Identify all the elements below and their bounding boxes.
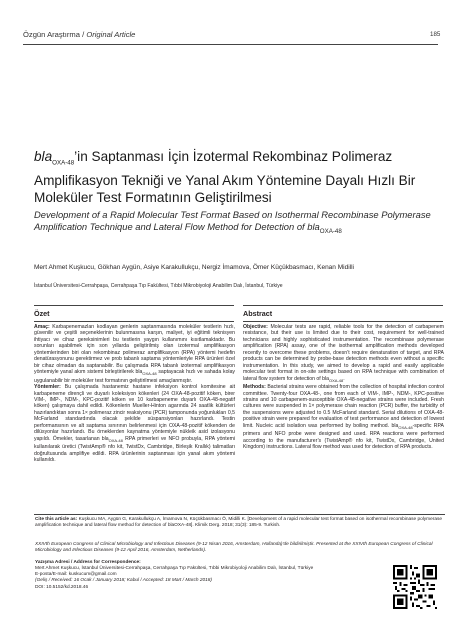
correspondence-label: Yazışma Adresi / Address for Correspondence: <box>35 560 141 565</box>
header-rule <box>23 44 438 45</box>
doi: DOI: 10.5152/kd.2018.46 <box>35 584 89 590</box>
ozet-paragraph-amac: Amaç: Karbapenemazları kodlayan genlerin saptanmasında moleküler testlerin hızlı, güvenilir ve çeşitli seçeneklerinin bulunmasına karşın, maliyet, iyi eğitimli teknisyen ihtiyacı ve cihaz gereksinimleri bu testlerin yaygın kullanımını kısıtlamaktadır. Bu sorunları aşabilmek için son yıllarda geliştirilmiş olan izotermal amplifikasyon yöntemlerinden biri olan rekombinaz polimeraz amplifikasyon (RPA) yöntemi hedefin denatürasyonunu gerektirmez ve prob tabanlı saptama yöntemleriyle RPA ürünleri özel bir cihaz olmadan da saptanabilir. Bu çalışmada RPA tabanlı izotermal amplifikasyon yöntemiyle yanal akım sistemi birleştirilerek bla$_{OXA-48}$ saptayacak hızlı ve sahada kolay uygulanabilir bir moleküler test formatının geliştirilmesi amaçlanmıştır. <box>34 324 235 384</box>
footer-rule <box>34 514 445 515</box>
abstract-body <box>243 324 444 451</box>
abstract-paragraph-objective: Objective: Molecular tests are rapid, reliable tools for the detection of carbapenem resistance, but their use is limited due to their cost, requirement for well-trained technicians and highly sophisticated instrumentation. The recombinase polymerase amplification (RPA) assay, one of the isothermal amplification methods developed recently to overcome these problems, doesn’t require denaturation of target, and RPA products can be determined by probe-base detection methods even without a specific instrumentation. In this study, we aimed to develop a rapid and easily applicable molecular test format in on-site settings based on RPA technique with combination of lateral flow system for detection of bla$_{OXA-48}$. <box>243 324 444 383</box>
ozet-paragraph-yontemler: Yöntemler: Bu çalışmada hastanemiz hastane infeksiyon kontrol komitesine ait karbapeneme dirençli ve duyarlı koleksiyon kökenleri (24 OXA-48-pozitif köken, birer VIM-, IMP-, NDM-, KPC-pozitif köken ve 10 karbapeneme duyarlı OXA-48-negatif köken) çalışmaya dahil edildi. Kökenlerin Mueller-Hinton agarında 24 saatlik kültürleri hazırlandıktan sonra 1× polimeraz zincir reaksiyonu (PCR) tamponunda yoğunlukları 0,5 McFarland standardında olacak şekilde süspansiyonları hazırlandı. Testin performansının ve alt saptama sınırının belirlenmesi için OXA-48-pozitif kökenden de dilüsyonlar hazırlandı. Bu örneklerden kaynatma yöntemiyle nükleik asid izolasyonu yapıldı. Ömekler, tasarlanan bla$_{OXA-48}$ RPA primerleri ve NFO probuyla, RPA yöntemi kullanılarak üretici (TwistAmp® nfo kit, TwistDx, Cambridge, Birleşik Krallık) talimatları doğrultusunda amplifiye edildi. RPA ürünlerinin saptanması için yanal akım yöntemi kullanıldı. <box>34 384 235 464</box>
page-number: 185 <box>430 31 441 38</box>
affiliation: İstanbul Üniversitesi-Cerrahpaşa, Cerrahpaşa Tıp Fakültesi, Tıbbi Mikrobiyoloji Anabilim Dalı, İstanbul, Türkiye <box>34 283 283 289</box>
congress-note: XXIVth European Congress of Clinical Microbiology and Infectious Diseases (9-12 Nisan 2016, Amsterdam, Hollanda)’de bildirilmiştir. Presented at the XXIVth European Congress of Clinical Microbiology and Infectious Diseases (9-12 April 2016, Amsterdam, Netherlands). <box>35 542 433 554</box>
citation: Cite this article as: Kuşkucu MA, Aygün G, Karakullukçu A, İmamova N, Küçükbasmacı Ö, Midilli K. [Development of a rapid molecular test format based on isothermal recombinase polymerase amplification technique and lateral flow method for detection of blaOXA-48]. Klimik Derg. 2018; 31(3): 185-9. Turkish. <box>35 517 443 529</box>
abstract-paragraph-methods: Methods: Bacterial strains were obtained from the collection of hospital infection control committee. Twenty-four OXA-48-, one from each of VIM-, IMP-, NDM-, KPC-positive strains and 10 carbapenem-susceptible OXA-48-negative strains were included. Fresh cultures were suspended in 1× polymerase chain reaction (PCR) buffer, the turbidity of the suspensions were adjusted to 0.5 McFarland standard. Serial dilutions of OXA-48-positive strain were prepared for evaluation of test performance and detection of lowest limit. Nucleic acid isolation was performed by boiling method. bla$_{OXA-48}$-specific RPA primers and NFO probe were designed and used. RPA reactions were performed according to the manufacturer’s (TwistAmp® nfo kit, TwistDx, Cambridge, United Kingdom) instructions. Lateral flow method was used for detection of RPA products. <box>243 384 444 451</box>
section-rule <box>34 321 234 322</box>
ozet-body <box>34 324 235 464</box>
received-dates: (Geliş / Received: 16 Ocak / January 2018; Kabul / Accepted: 18 Mart / March 2018) <box>35 578 212 584</box>
email: E-posta/E-mail: kuskucum@gmail.com <box>35 572 117 578</box>
section-rule <box>243 305 443 306</box>
english-title: Development of a Rapid Molecular Test Format Based on Isothermal Recombinase Polymerase Amplification Technique and Lateral Flow Method for Detection of bla$_{OXA-48}$ <box>34 209 431 235</box>
qr-code-icon <box>393 565 437 609</box>
correspondence-block <box>35 560 385 591</box>
abstract-heading: Abstract <box>243 309 273 318</box>
page-title: bla$_{OXA-48}$’in Saptanması İçin İzotermal Rekombinaz Polimeraz Amplifikasyon Tekniği ve Yanal Akım Yöntemine Dayalı Hızlı Bir Moleküler Test Formatının Geliştirilmesi <box>34 149 416 206</box>
article-type-label: Özgün Araştırma / Original Article <box>23 30 136 39</box>
section-rule <box>243 321 443 322</box>
author-list: Mert Ahmet Kuşkucu, Gökhan Aygün, Asiye Karakullukçu, Nergiz İmamova, Ömer Küçükbasmacı, Kenan Midilli <box>34 264 354 271</box>
ozet-heading: Özet <box>34 309 50 318</box>
section-rule <box>34 305 234 306</box>
correspondence-address: Mert Ahmet Kuşkucu, İstanbul Üniversitesi-Cerrahpaşa, Cerrahpaşa Tıp Fakültesi, Tıbbi Mikrobiyoloji Anabilim Dalı, İstanbul, Türkiye <box>35 566 314 572</box>
